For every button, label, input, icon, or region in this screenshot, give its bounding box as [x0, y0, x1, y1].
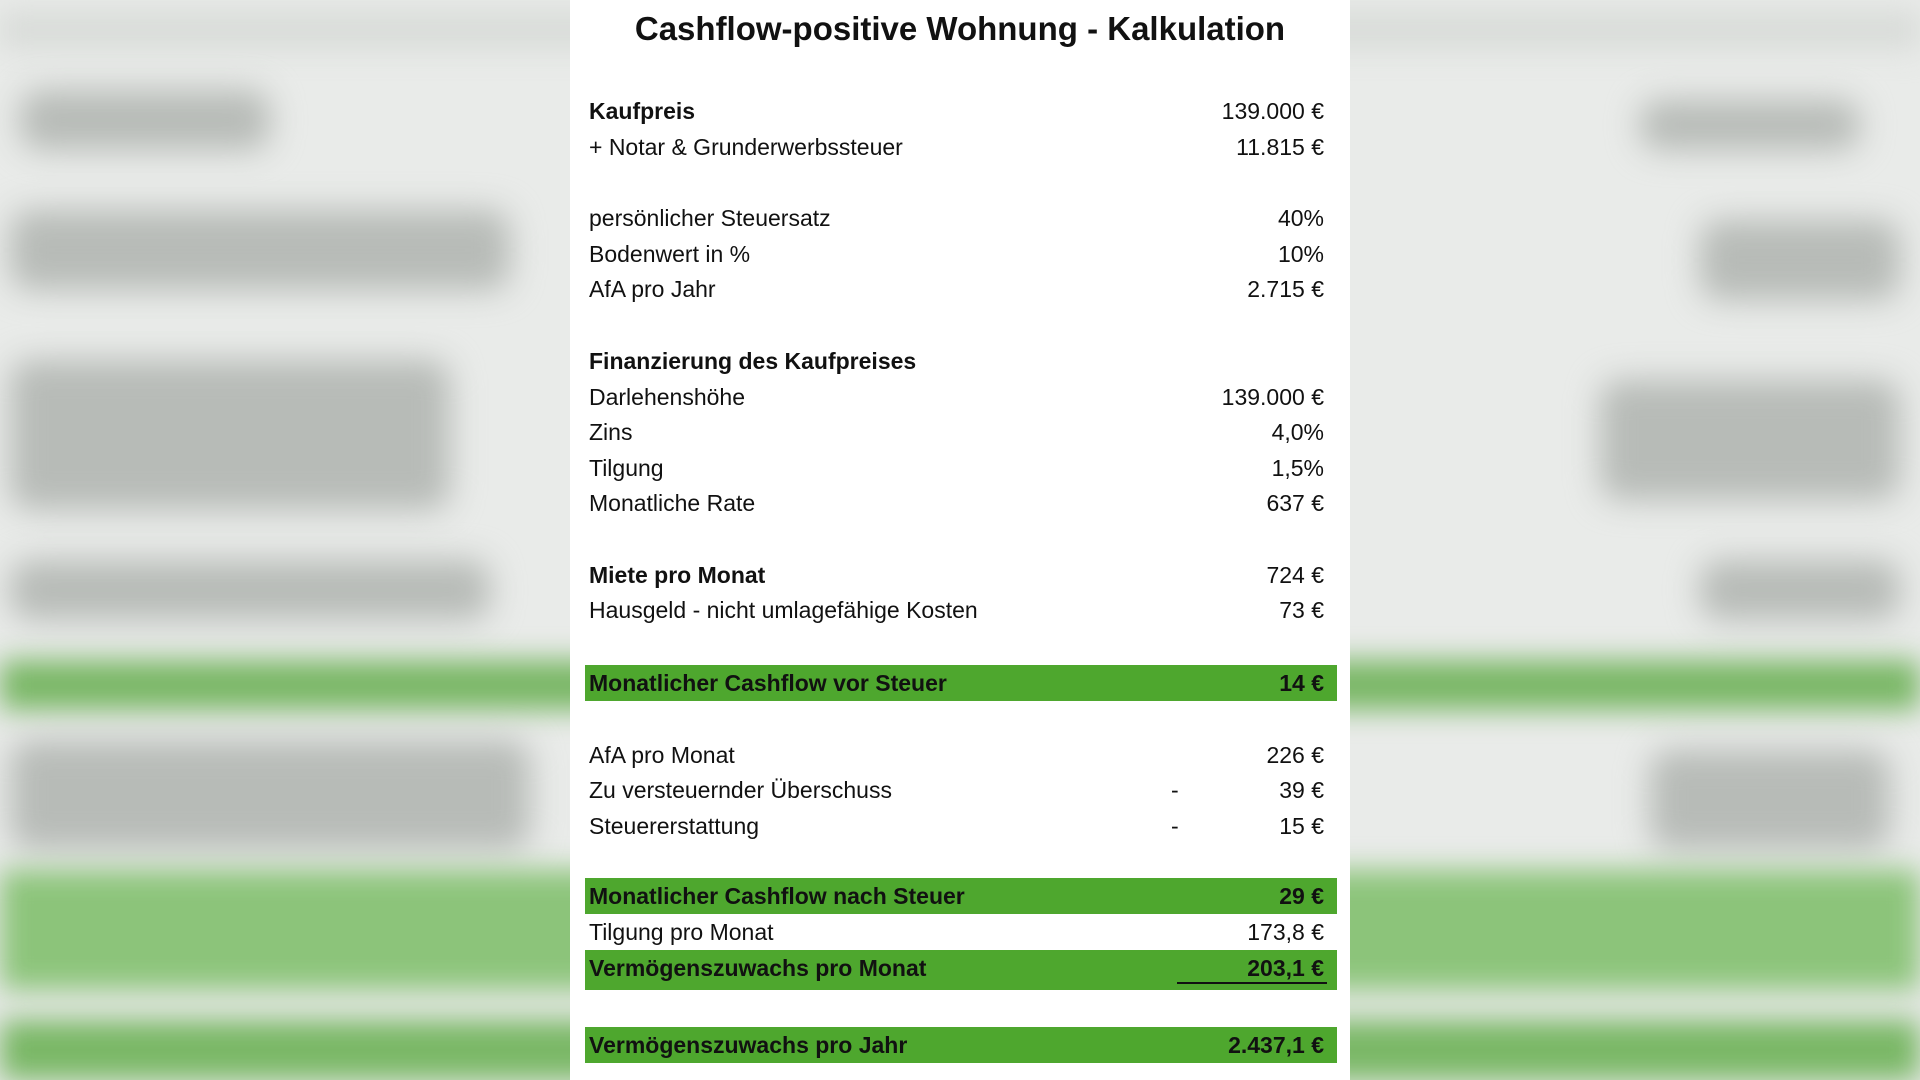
row-zins	[585, 414, 1337, 450]
row-label: + Notar & Grunderwerbssteuer	[589, 134, 903, 160]
row-label: Darlehenshöhe	[589, 384, 746, 410]
row-label: Zins	[589, 419, 633, 445]
blurred-cell	[10, 210, 510, 290]
row-steuersatz	[585, 200, 1337, 236]
row-value: 10%	[1277, 241, 1324, 267]
calculation-sheet	[570, 0, 1350, 1080]
row-afa-jahr	[585, 271, 1337, 307]
blurred-cell	[1700, 560, 1900, 620]
row-value: 724 €	[1266, 562, 1324, 588]
row-value: 39 €	[1279, 777, 1324, 803]
blurred-cell	[1600, 380, 1900, 500]
section-heading: Finanzierung des Kaufpreises	[589, 348, 917, 374]
row-value: 2.437,1 €	[1228, 1032, 1324, 1058]
row-vermoegen-jahr	[585, 1027, 1337, 1063]
row-value: 4,0%	[1271, 419, 1324, 445]
row-value: 637 €	[1266, 490, 1324, 516]
row-label: AfA pro Monat	[589, 742, 735, 768]
page-title: Cashflow-positive Wohnung - Kalkulation	[634, 10, 1286, 47]
row-kaufpreis	[585, 93, 1337, 129]
minus-sign: -	[1171, 813, 1179, 839]
row-label: Bodenwert in %	[589, 241, 751, 267]
blurred-cell	[1650, 750, 1890, 850]
row-darlehen	[585, 379, 1337, 415]
row-miete	[585, 557, 1337, 593]
row-monatliche-rate	[585, 485, 1337, 521]
row-label: Monatlicher Cashflow nach Steuer	[589, 883, 965, 909]
row-tilgung	[585, 450, 1337, 486]
row-value: 73 €	[1279, 597, 1324, 623]
row-value: 1,5%	[1271, 455, 1324, 481]
row-afa-monat	[585, 737, 1337, 773]
row-label: Kaufpreis	[589, 98, 696, 124]
row-label: Vermögenszuwachs pro Monat	[589, 955, 927, 981]
row-value: 40%	[1277, 205, 1324, 231]
row-hausgeld	[585, 592, 1337, 628]
blurred-cell	[20, 90, 270, 150]
blurred-cell	[10, 740, 530, 850]
row-ueberschuss	[585, 772, 1337, 808]
row-finanzierung-heading	[585, 343, 1337, 379]
row-tilgung-monat	[585, 914, 1337, 950]
minus-sign: -	[1171, 777, 1179, 803]
blurred-cell	[1700, 220, 1900, 300]
row-value: 203,1 €	[1247, 955, 1324, 981]
row-value: 2.715 €	[1247, 276, 1324, 302]
row-value: 139.000 €	[1221, 384, 1324, 410]
row-label: Zu versteuernder Überschuss	[589, 777, 892, 803]
row-label: Monatlicher Cashflow vor Steuer	[589, 670, 947, 696]
row-value: 29 €	[1279, 883, 1324, 909]
row-value: 226 €	[1266, 742, 1324, 768]
row-label: Miete pro Monat	[589, 562, 766, 588]
row-label: Monatliche Rate	[589, 490, 756, 516]
row-notar	[585, 129, 1337, 165]
blurred-cell	[1640, 100, 1860, 150]
row-label: Vermögenszuwachs pro Jahr	[589, 1032, 908, 1058]
row-value: 14 €	[1279, 670, 1324, 696]
blurred-cell	[10, 360, 450, 510]
row-value: 11.815 €	[1236, 134, 1324, 160]
row-bodenwert	[585, 236, 1337, 272]
row-label: Tilgung pro Monat	[589, 919, 774, 945]
row-label: Hausgeld - nicht umlagefähige Kosten	[589, 597, 978, 623]
row-label: AfA pro Jahr	[589, 276, 716, 302]
row-vermoegen-monat	[585, 950, 1337, 990]
row-label: Steuererstattung	[589, 813, 760, 839]
row-label: persönlicher Steuersatz	[589, 205, 831, 231]
row-value: 173,8 €	[1247, 919, 1324, 945]
row-cashflow-nach-steuer	[585, 878, 1337, 914]
row-value: 139.000 €	[1221, 98, 1324, 124]
row-cashflow-vor-steuer	[585, 665, 1337, 701]
row-value: 15 €	[1279, 813, 1324, 839]
row-steuererstattung	[585, 808, 1337, 844]
blurred-cell	[10, 560, 490, 620]
row-label: Tilgung	[589, 455, 664, 481]
